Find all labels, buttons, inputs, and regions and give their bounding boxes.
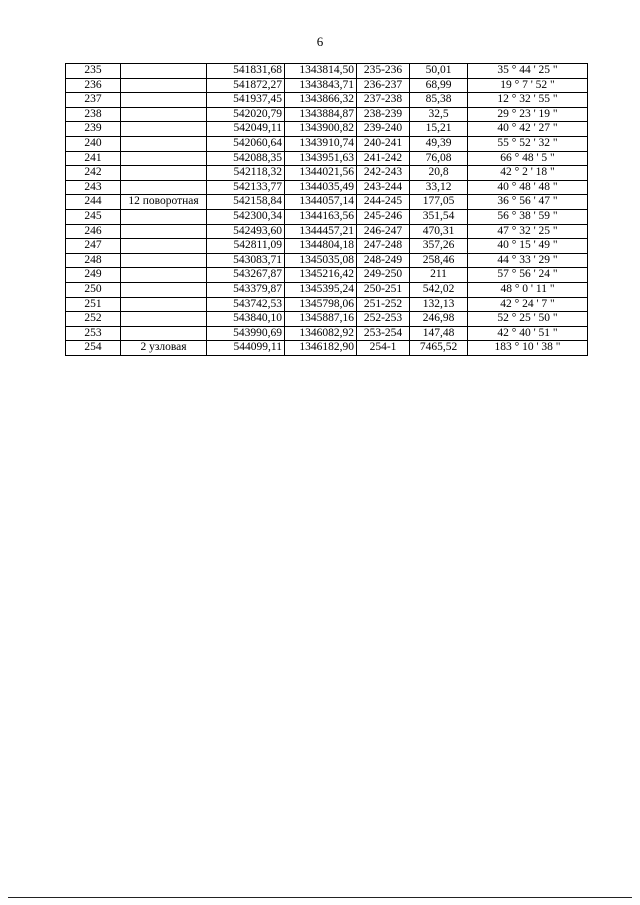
point-type-cell — [121, 224, 207, 239]
angle-cell: 40 ° 48 ' 48 " — [468, 180, 588, 195]
table-row — [66, 239, 588, 254]
footer-rule — [8, 897, 632, 898]
length-cell: 7465,52 — [410, 341, 468, 356]
point-number-cell: 243 — [66, 180, 121, 195]
segment-cell: 249-250 — [357, 268, 410, 283]
point-number-cell: 241 — [66, 151, 121, 166]
length-cell: 85,38 — [410, 93, 468, 108]
x-coordinate-cell: 542811,09 — [207, 239, 285, 254]
angle-cell: 47 ° 32 ' 25 " — [468, 224, 588, 239]
angle-cell: 29 ° 23 ' 19 " — [468, 107, 588, 122]
point-number-cell: 249 — [66, 268, 121, 283]
segment-cell: 250-251 — [357, 282, 410, 297]
point-type-cell — [121, 180, 207, 195]
segment-cell: 245-246 — [357, 209, 410, 224]
segment-cell: 235-236 — [357, 64, 410, 79]
point-type-cell: 2 узловая — [121, 341, 207, 356]
x-coordinate-cell: 543267,87 — [207, 268, 285, 283]
length-cell: 177,05 — [410, 195, 468, 210]
point-type-cell — [121, 107, 207, 122]
angle-cell: 19 ° 7 ' 52 " — [468, 78, 588, 93]
x-coordinate-cell: 542118,32 — [207, 166, 285, 181]
length-cell: 542,02 — [410, 282, 468, 297]
point-type-cell — [121, 268, 207, 283]
table-row — [66, 107, 588, 122]
segment-cell: 252-253 — [357, 312, 410, 327]
segment-cell: 248-249 — [357, 253, 410, 268]
angle-cell: 57 ° 56 ' 24 " — [468, 268, 588, 283]
angle-cell: 44 ° 33 ' 29 " — [468, 253, 588, 268]
x-coordinate-cell: 543840,10 — [207, 312, 285, 327]
y-coordinate-cell: 1344804,18 — [285, 239, 357, 254]
length-cell: 68,99 — [410, 78, 468, 93]
length-cell: 132,13 — [410, 297, 468, 312]
point-number-cell: 240 — [66, 136, 121, 151]
point-number-cell: 245 — [66, 209, 121, 224]
length-cell: 33,12 — [410, 180, 468, 195]
point-number-cell: 254 — [66, 341, 121, 356]
point-number-cell: 252 — [66, 312, 121, 327]
length-cell: 357,26 — [410, 239, 468, 254]
segment-cell: 239-240 — [357, 122, 410, 137]
segment-cell: 243-244 — [357, 180, 410, 195]
coordinates-table — [65, 63, 588, 356]
table-row — [66, 195, 588, 210]
segment-cell: 254-1 — [357, 341, 410, 356]
point-number-cell: 237 — [66, 93, 121, 108]
length-cell: 15,21 — [410, 122, 468, 137]
x-coordinate-cell: 544099,11 — [207, 341, 285, 356]
y-coordinate-cell: 1346082,92 — [285, 326, 357, 341]
table-row — [66, 253, 588, 268]
point-number-cell: 247 — [66, 239, 121, 254]
angle-cell: 40 ° 42 ' 27 " — [468, 122, 588, 137]
x-coordinate-cell: 543990,69 — [207, 326, 285, 341]
table-row — [66, 93, 588, 108]
table-row — [66, 268, 588, 283]
segment-cell: 238-239 — [357, 107, 410, 122]
x-coordinate-cell: 541872,27 — [207, 78, 285, 93]
point-type-cell — [121, 312, 207, 327]
x-coordinate-cell: 542158,84 — [207, 195, 285, 210]
table-row — [66, 78, 588, 93]
angle-cell: 66 ° 48 ' 5 " — [468, 151, 588, 166]
length-cell: 211 — [410, 268, 468, 283]
point-type-cell — [121, 93, 207, 108]
segment-cell: 237-238 — [357, 93, 410, 108]
angle-cell: 36 ° 56 ' 47 " — [468, 195, 588, 210]
segment-cell: 236-237 — [357, 78, 410, 93]
point-number-cell: 235 — [66, 64, 121, 79]
angle-cell: 48 ° 0 ' 11 " — [468, 282, 588, 297]
table-row — [66, 151, 588, 166]
y-coordinate-cell: 1343910,74 — [285, 136, 357, 151]
segment-cell: 253-254 — [357, 326, 410, 341]
y-coordinate-cell: 1343951,63 — [285, 151, 357, 166]
y-coordinate-cell: 1346182,90 — [285, 341, 357, 356]
length-cell: 76,08 — [410, 151, 468, 166]
segment-cell: 246-247 — [357, 224, 410, 239]
y-coordinate-cell: 1343884,87 — [285, 107, 357, 122]
table-row — [66, 166, 588, 181]
y-coordinate-cell: 1344163,56 — [285, 209, 357, 224]
y-coordinate-cell: 1344021,56 — [285, 166, 357, 181]
y-coordinate-cell: 1343866,32 — [285, 93, 357, 108]
x-coordinate-cell: 542020,79 — [207, 107, 285, 122]
angle-cell: 40 ° 15 ' 49 " — [468, 239, 588, 254]
point-number-cell: 253 — [66, 326, 121, 341]
y-coordinate-cell: 1344035,49 — [285, 180, 357, 195]
x-coordinate-cell: 542088,35 — [207, 151, 285, 166]
point-number-cell: 239 — [66, 122, 121, 137]
y-coordinate-cell: 1344057,14 — [285, 195, 357, 210]
y-coordinate-cell: 1344457,21 — [285, 224, 357, 239]
point-type-cell — [121, 297, 207, 312]
x-coordinate-cell: 541831,68 — [207, 64, 285, 79]
y-coordinate-cell: 1345395,24 — [285, 282, 357, 297]
table-row — [66, 297, 588, 312]
segment-cell: 242-243 — [357, 166, 410, 181]
y-coordinate-cell: 1345798,06 — [285, 297, 357, 312]
length-cell: 20,8 — [410, 166, 468, 181]
table-row — [66, 64, 588, 79]
length-cell: 147,48 — [410, 326, 468, 341]
point-type-cell — [121, 64, 207, 79]
segment-cell: 240-241 — [357, 136, 410, 151]
point-number-cell: 248 — [66, 253, 121, 268]
page-number: 6 — [316, 34, 324, 49]
length-cell: 351,54 — [410, 209, 468, 224]
point-type-cell — [121, 151, 207, 166]
point-type-cell — [121, 253, 207, 268]
table-row — [66, 312, 588, 327]
length-cell: 32,5 — [410, 107, 468, 122]
segment-cell: 251-252 — [357, 297, 410, 312]
y-coordinate-cell: 1345887,16 — [285, 312, 357, 327]
x-coordinate-cell: 541937,45 — [207, 93, 285, 108]
table-row — [66, 180, 588, 195]
length-cell: 49,39 — [410, 136, 468, 151]
point-type-cell — [121, 239, 207, 254]
angle-cell: 42 ° 2 ' 18 " — [468, 166, 588, 181]
point-type-cell — [121, 136, 207, 151]
x-coordinate-cell: 542493,60 — [207, 224, 285, 239]
point-type-cell — [121, 282, 207, 297]
table-row — [66, 224, 588, 239]
table-row — [66, 122, 588, 137]
x-coordinate-cell: 543742,53 — [207, 297, 285, 312]
y-coordinate-cell: 1343843,71 — [285, 78, 357, 93]
segment-cell: 247-248 — [357, 239, 410, 254]
angle-cell: 183 ° 10 ' 38 " — [468, 341, 588, 356]
x-coordinate-cell: 542049,11 — [207, 122, 285, 137]
table-body — [66, 64, 588, 356]
point-number-cell: 246 — [66, 224, 121, 239]
point-number-cell: 242 — [66, 166, 121, 181]
x-coordinate-cell: 542300,34 — [207, 209, 285, 224]
length-cell: 258,46 — [410, 253, 468, 268]
point-number-cell: 250 — [66, 282, 121, 297]
point-type-cell: 12 поворотная — [121, 195, 207, 210]
x-coordinate-cell: 543379,87 — [207, 282, 285, 297]
point-type-cell — [121, 209, 207, 224]
angle-cell: 42 ° 24 ' 7 " — [468, 297, 588, 312]
angle-cell: 56 ° 38 ' 59 " — [468, 209, 588, 224]
angle-cell: 52 ° 25 ' 50 " — [468, 312, 588, 327]
angle-cell: 55 ° 52 ' 32 " — [468, 136, 588, 151]
point-number-cell: 238 — [66, 107, 121, 122]
point-type-cell — [121, 122, 207, 137]
x-coordinate-cell: 542133,77 — [207, 180, 285, 195]
point-type-cell — [121, 326, 207, 341]
table-row — [66, 326, 588, 341]
angle-cell: 12 ° 32 ' 55 " — [468, 93, 588, 108]
angle-cell: 42 ° 40 ' 51 " — [468, 326, 588, 341]
length-cell: 50,01 — [410, 64, 468, 79]
table-row — [66, 282, 588, 297]
y-coordinate-cell: 1345216,42 — [285, 268, 357, 283]
length-cell: 470,31 — [410, 224, 468, 239]
segment-cell: 244-245 — [357, 195, 410, 210]
point-number-cell: 236 — [66, 78, 121, 93]
point-type-cell — [121, 78, 207, 93]
y-coordinate-cell: 1343900,82 — [285, 122, 357, 137]
point-number-cell: 251 — [66, 297, 121, 312]
y-coordinate-cell: 1345035,08 — [285, 253, 357, 268]
x-coordinate-cell: 543083,71 — [207, 253, 285, 268]
point-number-cell: 244 — [66, 195, 121, 210]
angle-cell: 35 ° 44 ' 25 " — [468, 64, 588, 79]
table-row — [66, 209, 588, 224]
y-coordinate-cell: 1343814,50 — [285, 64, 357, 79]
point-type-cell — [121, 166, 207, 181]
table-row — [66, 136, 588, 151]
length-cell: 246,98 — [410, 312, 468, 327]
x-coordinate-cell: 542060,64 — [207, 136, 285, 151]
table-row — [66, 341, 588, 356]
segment-cell: 241-242 — [357, 151, 410, 166]
